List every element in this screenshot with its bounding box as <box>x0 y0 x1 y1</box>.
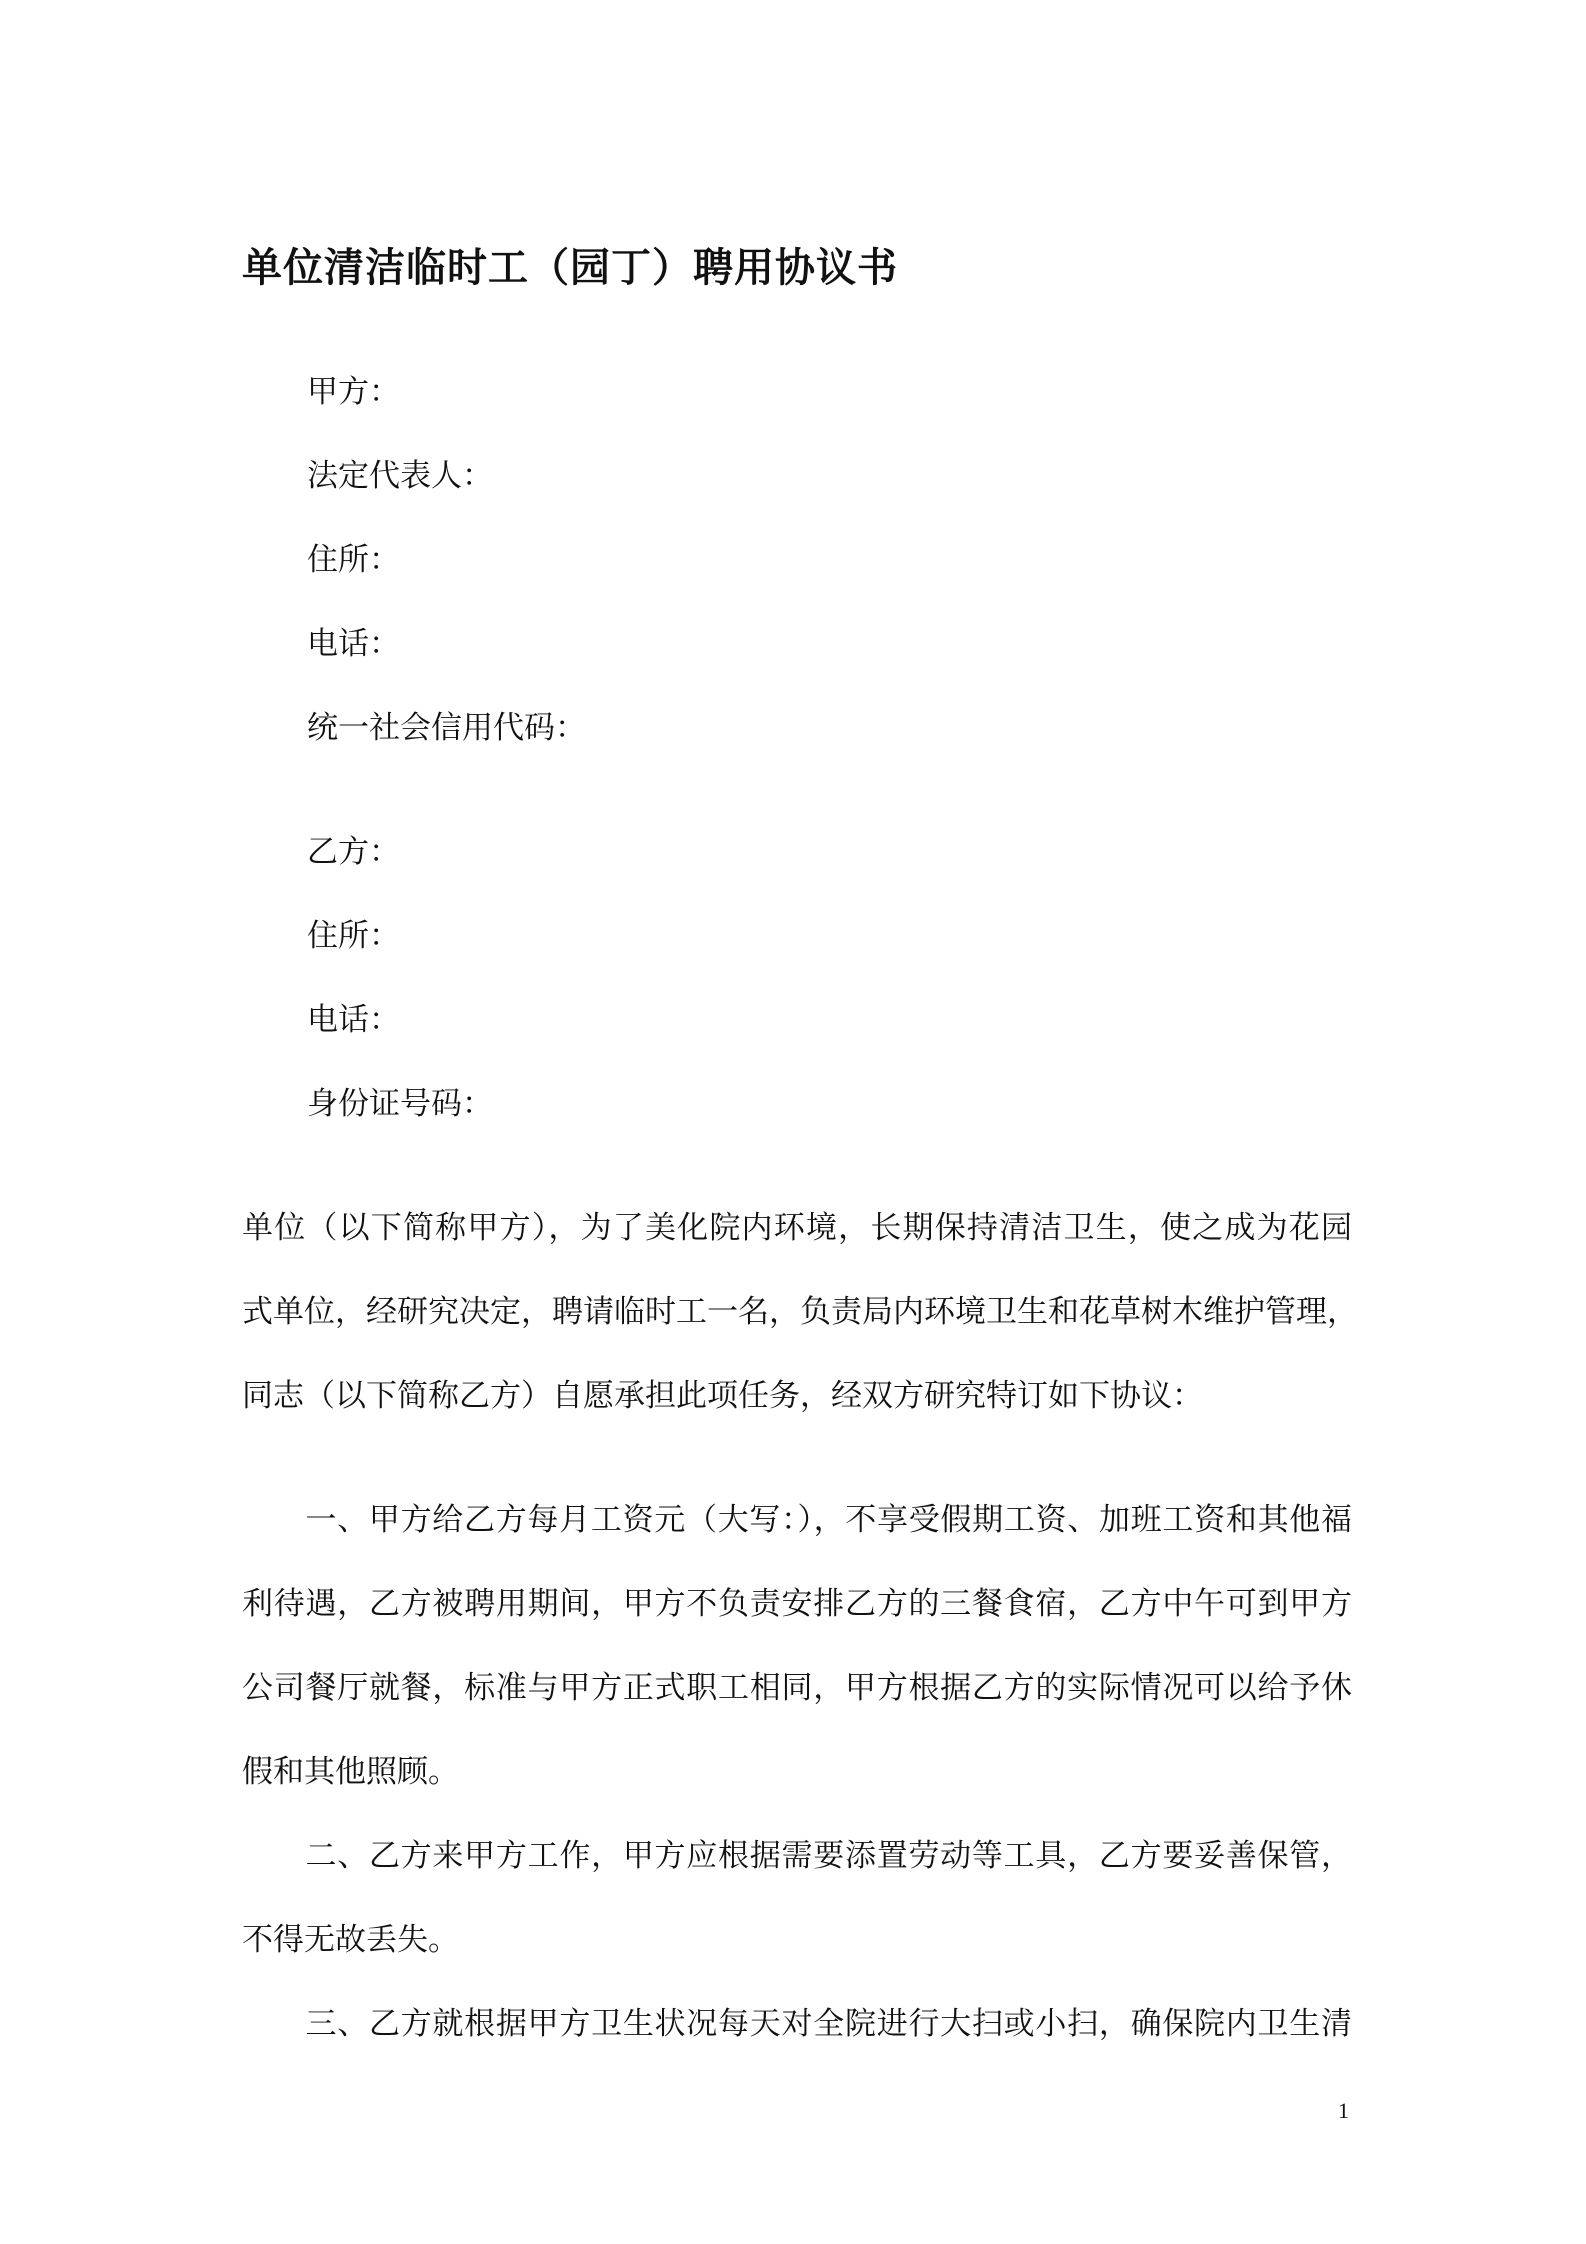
clause-line: 不得无故丢失。 <box>242 1922 459 1958</box>
clause-line: 三、乙方就根据甲方卫生状况每天对全院进行大扫或小扫，确保院内卫生清 <box>242 2006 1352 2042</box>
party-b-phone-label: 电话： <box>307 1002 400 1038</box>
party-b-address-label: 住所： <box>307 918 400 954</box>
party-a-address-label: 住所： <box>307 542 400 578</box>
clause-line: 公司餐厅就餐，标准与甲方正式职工相同，甲方根据乙方的实际情况可以给予休 <box>242 1670 1352 1706</box>
intro-paragraph <box>242 1186 1358 1438</box>
party-b-id-label: 身份证号码： <box>307 1086 493 1122</box>
page-number: 1 <box>1338 2098 1349 2123</box>
document-title: 单位清洁临时工（园丁）聘用协议书 <box>242 245 898 291</box>
intro-line: 式单位，经研究决定，聘请临时工一名，负责局内环境卫生和花草树木维护管理， <box>242 1294 1358 1330</box>
clause-1-paragraph <box>242 1478 1352 1814</box>
party-a-phone-label: 电话： <box>307 626 400 662</box>
clause-2-paragraph <box>242 1814 1352 1982</box>
party-a-credit-code-label: 统一社会信用代码： <box>307 710 586 746</box>
clause-line: 二、乙方来甲方工作，甲方应根据需要添置劳动等工具，乙方要妥善保管， <box>242 1838 1352 1874</box>
clause-line: 一、甲方给乙方每月工资元（大写：），不享受假期工资、加班工资和其他福 <box>242 1502 1352 1538</box>
clause-3-paragraph <box>242 1982 1352 2066</box>
intro-line: 单位（以下简称甲方），为了美化院内环境，长期保持清洁卫生，使之成为花园 <box>242 1210 1352 1246</box>
clause-line: 利待遇，乙方被聘用期间，甲方不负责安排乙方的三餐食宿，乙方中午可到甲方 <box>242 1586 1352 1622</box>
party-a-representative-label: 法定代表人： <box>307 458 493 494</box>
intro-line: 同志（以下简称乙方）自愿承担此项任务，经双方研究特订如下协议： <box>242 1378 1203 1414</box>
clause-line: 假和其他照顾。 <box>242 1754 459 1790</box>
party-a-name-label: 甲方： <box>307 374 400 410</box>
party-b-name-label: 乙方： <box>307 834 400 870</box>
